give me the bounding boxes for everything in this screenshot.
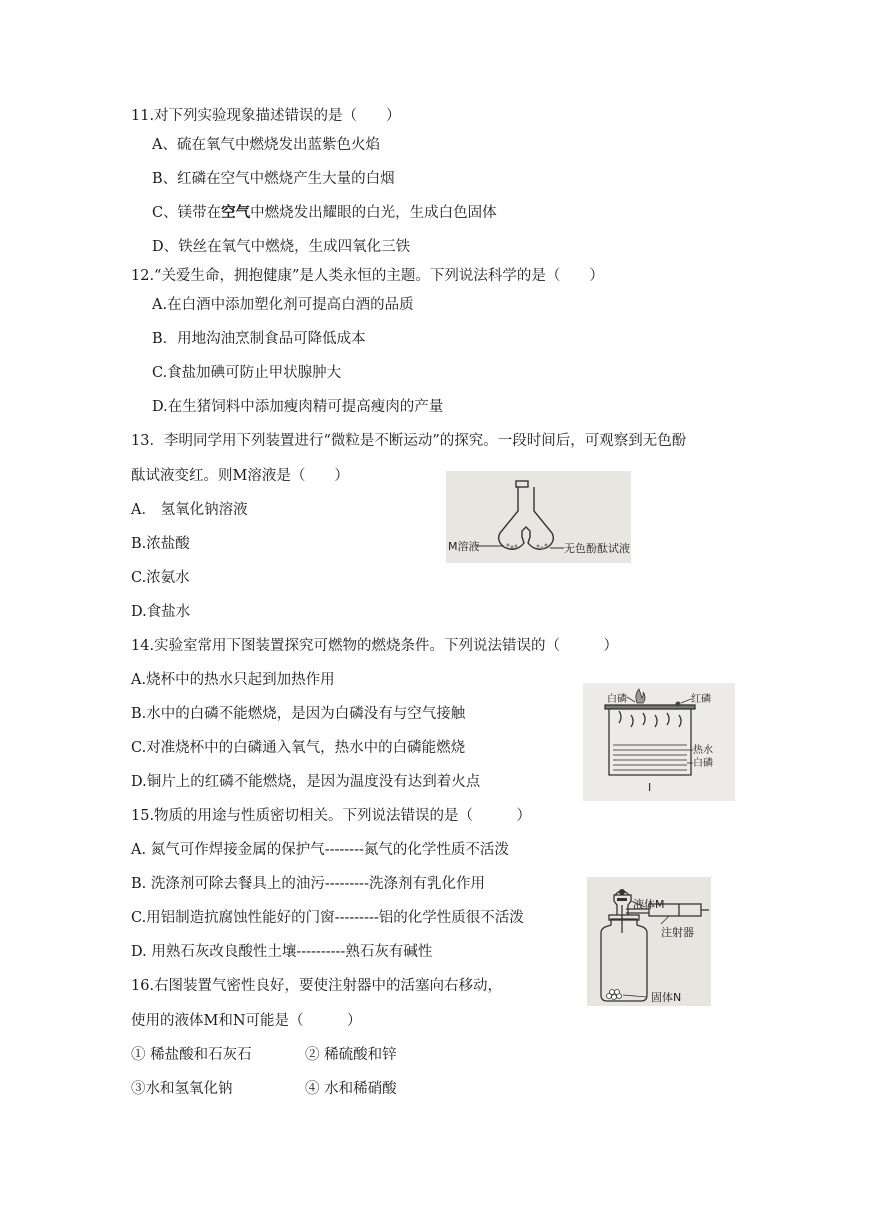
combustion-label-white-phosphorus: 白磷 [607,694,627,705]
q16-option-3: ③水和氢氧化钠 [131,1081,233,1097]
q12-option-a: A.在白酒中添加塑化剂可提高白酒的品质 [152,297,414,313]
q13-option-c: C.浓氨水 [131,570,190,586]
q13-option-b: B.浓盐酸 [131,536,190,552]
q11-option-c [152,203,497,223]
q11-option-c-post: 中燃烧发出耀眼的白光，生成白色固体 [250,205,497,221]
q16-option-2: ② 稀硫酸和锌 [305,1047,397,1063]
q11-option-d: D、铁丝在氧气中燃烧，生成四氧化三铁 [152,239,411,255]
q15-option-a: A. 氮气可作焊接金属的保护气--------氮气的化学性质不活泼 [131,842,509,858]
q12-option-c: C.食盐加碘可防止甲状腺肿大 [152,365,342,381]
q14-option-c: C.对准烧杯中的白磷通入氧气，热水中的白磷能燃烧 [131,740,466,756]
q14-option-a: A.烧杯中的热水只起到加热作用 [131,672,335,688]
combustion-label-red-phosphorus: 红磷 [691,694,711,705]
y-tube-label-m-solution: M溶液 [448,540,480,553]
q16-stem-line1: 16.右图装置气密性良好，要使注射器中的活塞向右移动， [131,978,503,994]
q16-option-1: ① 稀盐酸和石灰石 [131,1047,252,1063]
q13-stem-line1: 13．李明同学用下列装置进行“微粒是不断运动”的探究。一段时间后，可观察到无色酚 [131,433,687,449]
combustion-label-white-phosphorus-water: 白磷 [693,758,713,769]
q16-stem-line2: 使用的液体M和N可能是（ ） [131,1013,362,1029]
q12-option-d: D.在生猪饲料中添加瘦肉精可提高瘦肉的产量 [152,399,444,415]
q13-option-a: A． 氢氧化钠溶液 [131,502,248,518]
q15-stem: 15.物质的用途与性质密切相关。下列说法错误的是（ ） [131,808,532,824]
q11-option-a: A、硫在氧气中燃烧发出蓝紫色火焰 [152,137,380,153]
q14-option-b: B.水中的白磷不能燃烧，是因为白磷没有与空气接触 [131,706,466,722]
combustion-figure [583,683,735,801]
q15-option-d: D. 用熟石灰改良酸性土壤----------熟石灰有碱性 [131,944,433,960]
syringe-figure [587,877,711,1006]
combustion-label-hot-water: 热水 [693,745,713,756]
syringe-label-solid-n: 固体N [651,991,682,1004]
q11-stem: 11.对下列实验现象描述错误的是（ ） [131,108,401,124]
syringe-label-syringe: 注射器 [661,926,694,939]
q15-option-b: B. 洗涤剂可除去餐具上的油污---------洗涤剂有乳化作用 [131,876,485,892]
q13-stem-line2: 酞试液变红。则M溶液是（ ） [131,468,349,484]
combustion-label-number: I [648,781,652,794]
y-tube-label-phenolphthalein: 无色酚酞试液 [564,542,630,555]
q13-option-d: D.食盐水 [131,604,191,620]
q11-option-b: B、红磷在空气中燃烧产生大量的白烟 [152,171,395,187]
q11-option-c-bold: 空气 [221,205,251,221]
q16-option-4: ④ 水和稀硝酸 [305,1081,397,1097]
y-tube-figure [446,471,631,563]
q12-stem: 12.“关爱生命，拥抱健康”是人类永恒的主题。下列说法科学的是（ ） [131,268,604,284]
q11-option-c-pre: C、镁带在 [152,205,222,221]
q12-option-b: B．用地沟油烹制食品可降低成本 [152,331,366,347]
q14-stem: 14.实验室常用下图装置探究可燃物的燃烧条件。下列说法错误的（ ） [131,638,619,654]
q14-option-d: D.铜片上的红磷不能燃烧，是因为温度没有达到着火点 [131,774,481,790]
syringe-label-liquid-m: 液体M [633,898,665,911]
q15-option-c: C.用铝制造抗腐蚀性能好的门窗---------铝的化学性质很不活泼 [131,910,524,926]
